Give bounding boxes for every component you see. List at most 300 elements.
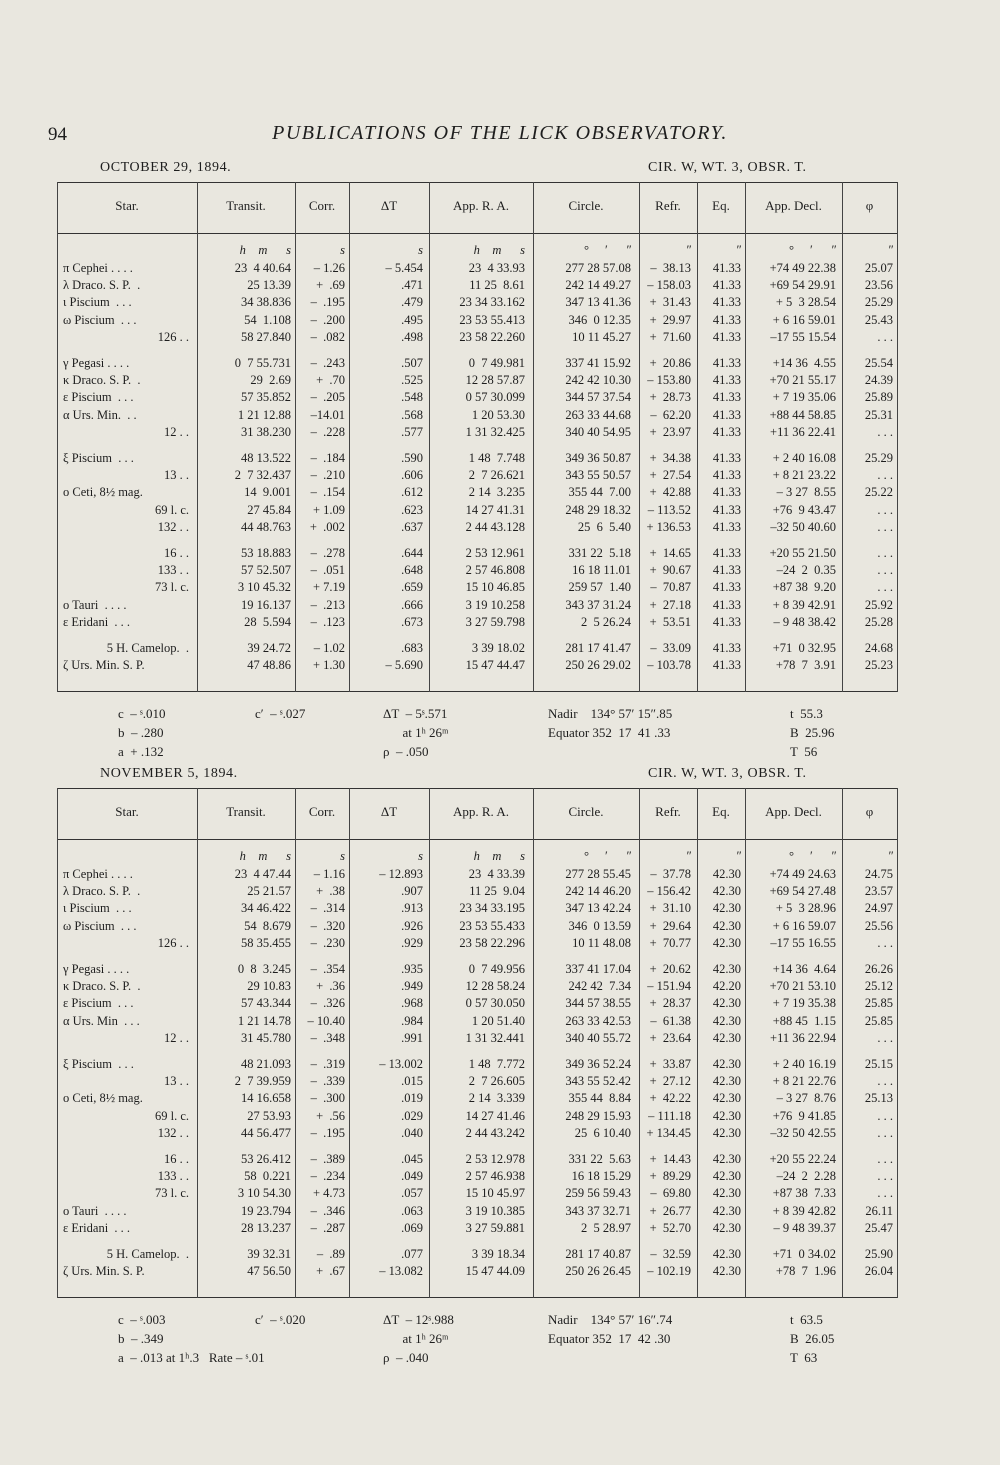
star-name: 16 . . bbox=[164, 1152, 189, 1166]
table-cell: – .154 bbox=[310, 485, 345, 500]
table-cell: .984 bbox=[401, 1013, 423, 1028]
table-cell: 343 37 31.24 bbox=[565, 597, 631, 612]
star-name: 13 . . bbox=[164, 468, 189, 483]
table-cell: – 103.78 bbox=[647, 658, 691, 673]
table-cell: 25.43 bbox=[864, 312, 893, 327]
unit-label: s bbox=[340, 849, 345, 863]
table-cell: 24.68 bbox=[864, 641, 893, 655]
star-name: ι Piscium . . . bbox=[63, 901, 132, 916]
table-cell: 24.75 bbox=[864, 867, 893, 881]
column-header: App. R. A. bbox=[453, 198, 509, 213]
table-cell: – .184 bbox=[310, 451, 345, 465]
table-cell: .935 bbox=[401, 962, 423, 976]
table-cell: +87 38 7.33 bbox=[772, 1186, 836, 1201]
table-cell: + .36 bbox=[316, 979, 345, 994]
table-cell: 10 11 48.08 bbox=[572, 935, 631, 950]
table-cell: 58 0.221 bbox=[244, 1169, 291, 1184]
table-cell: .991 bbox=[401, 1030, 423, 1045]
table-cell: 57 52.507 bbox=[241, 563, 291, 578]
table-cell: 23 58 22.260 bbox=[459, 329, 525, 344]
table-cell: 0 7 49.981 bbox=[468, 356, 525, 370]
star-name: 73 l. c. bbox=[154, 1186, 189, 1201]
table-cell: 346 0 12.35 bbox=[568, 312, 631, 327]
table-cell: – 1.02 bbox=[313, 641, 345, 655]
table-cell: 57 43.344 bbox=[241, 996, 291, 1011]
table-cell: 26.11 bbox=[865, 1203, 893, 1218]
table-cell: + 27.18 bbox=[649, 597, 691, 612]
table-cell: +88 44 58.85 bbox=[769, 407, 836, 422]
table-cell: 0 7 49.956 bbox=[468, 962, 525, 976]
table-cell: .683 bbox=[401, 641, 423, 655]
star-name: ε Piscium . . . bbox=[63, 996, 134, 1011]
table-cell: + 2 40 16.19 bbox=[772, 1057, 836, 1071]
table-cell: 25.12 bbox=[864, 979, 893, 994]
table-cell: 263 33 44.68 bbox=[565, 407, 631, 422]
star-name: o Tauri . . . . bbox=[63, 1203, 127, 1218]
column-header: Transit. bbox=[226, 198, 266, 213]
column-header: Circle. bbox=[568, 198, 604, 213]
star-name: 132 . . bbox=[157, 519, 189, 534]
table-cell: 25.29 bbox=[864, 295, 893, 310]
star-name: κ Draco. S. P. . bbox=[63, 373, 141, 388]
table-cell: . . . bbox=[877, 935, 893, 950]
star-name: o Ceti, 8½ mag. bbox=[63, 485, 143, 500]
column-header: Star. bbox=[115, 198, 139, 213]
table-cell: 25.47 bbox=[864, 1220, 893, 1235]
table-cell: 242 42 10.30 bbox=[565, 373, 631, 388]
column-header: Refr. bbox=[655, 198, 681, 213]
column-header: Eq. bbox=[712, 198, 730, 213]
unit-label: s bbox=[418, 849, 423, 863]
table-cell: + 6 16 59.07 bbox=[772, 918, 836, 933]
table-cell: 1 21 14.78 bbox=[237, 1013, 291, 1028]
table-cell: – .339 bbox=[310, 1074, 345, 1089]
table-cell: 42.30 bbox=[712, 1186, 741, 1201]
star-name: 69 l. c. bbox=[154, 502, 189, 517]
table-cell: +20 55 21.50 bbox=[769, 546, 836, 560]
table-cell: + 26.77 bbox=[649, 1203, 691, 1218]
star-name: o Tauri . . . . bbox=[63, 597, 127, 612]
star-name: ω Piscium . . . bbox=[63, 312, 137, 327]
table-cell: .063 bbox=[401, 1203, 423, 1218]
star-name: κ Draco. S. P. . bbox=[63, 979, 141, 994]
table-cell: 42.30 bbox=[712, 1125, 741, 1140]
table-cell: –17 55 15.54 bbox=[770, 329, 836, 344]
table-cell: –24 2 2.28 bbox=[776, 1169, 836, 1184]
table-cell: 23 58 22.296 bbox=[459, 935, 525, 950]
table-cell: 44 56.477 bbox=[241, 1125, 291, 1140]
star-name: 12 . . bbox=[164, 424, 189, 439]
table-cell: +76 9 43.47 bbox=[772, 502, 836, 517]
table-cell: 23.56 bbox=[864, 278, 893, 293]
star-name: α Urs. Min. . . bbox=[63, 407, 137, 422]
table-cell: – 70.87 bbox=[650, 580, 691, 595]
table-cell: +14 36 4.64 bbox=[772, 962, 836, 976]
table-cell: – 1.16 bbox=[313, 867, 345, 881]
unit-label: ″ bbox=[685, 849, 691, 863]
table-cell: 277 28 55.45 bbox=[565, 867, 631, 881]
table-cell: 39 24.72 bbox=[247, 641, 291, 655]
table-cell: + 7.19 bbox=[312, 580, 345, 595]
column-header: Corr. bbox=[308, 198, 336, 213]
table-cell: 248 29 18.32 bbox=[565, 502, 631, 517]
table-cell: – 33.09 bbox=[650, 641, 691, 655]
table-cell: 42.30 bbox=[712, 1247, 741, 1261]
table-cell: + .002 bbox=[309, 519, 345, 534]
table-cell: 23 4 33.39 bbox=[468, 867, 525, 881]
table-cell: 25.56 bbox=[864, 918, 893, 933]
table-cell: – .123 bbox=[310, 614, 345, 629]
table-cell: 42.20 bbox=[712, 979, 741, 994]
table-cell: .623 bbox=[401, 502, 423, 517]
table-cell: .077 bbox=[401, 1247, 423, 1261]
table-cell: 242 14 49.27 bbox=[565, 278, 631, 293]
table-cell: 34 38.836 bbox=[241, 295, 291, 310]
star-name: 126 . . bbox=[157, 935, 189, 950]
table-cell: 41.33 bbox=[712, 614, 741, 629]
table-cell: 28 5.594 bbox=[244, 614, 291, 629]
star-name: π Cephei . . . . bbox=[63, 867, 133, 881]
table-cell: + 42.88 bbox=[649, 485, 691, 500]
table-cell: 349 36 52.24 bbox=[565, 1057, 631, 1071]
table-cell: 2 7 32.437 bbox=[234, 468, 291, 483]
star-name: ξ Piscium . . . bbox=[63, 451, 134, 465]
unit-label: ″ bbox=[735, 849, 741, 863]
table-cell: + 8 39 42.82 bbox=[772, 1203, 836, 1218]
table-cell: 19 16.137 bbox=[241, 597, 291, 612]
star-name: ε Eridani . . . bbox=[63, 614, 131, 629]
star-name: π Cephei . . . . bbox=[63, 261, 133, 275]
reduction-constants: t 63.5 B 26.05 T 63 bbox=[790, 1312, 835, 1366]
table-cell: 347 13 41.36 bbox=[565, 295, 631, 310]
table-cell: .637 bbox=[401, 519, 423, 534]
table-cell: 11 25 9.04 bbox=[469, 884, 525, 899]
table-cell: – .228 bbox=[310, 424, 345, 439]
column-header: Transit. bbox=[226, 804, 266, 819]
table-cell: 42.30 bbox=[712, 901, 741, 916]
table-cell: 0 57 30.050 bbox=[465, 996, 525, 1011]
table-cell: 41.33 bbox=[712, 485, 741, 500]
table-cell: 25.29 bbox=[864, 451, 893, 465]
table-cell: 347 13 42.24 bbox=[565, 901, 631, 916]
reduction-constants: Nadir 134° 57′ 15″.85 Equator 352 17 41 .33 bbox=[548, 706, 673, 741]
unit-label: ″ bbox=[685, 243, 691, 257]
table-cell: 41.33 bbox=[712, 356, 741, 370]
table-cell: – 156.42 bbox=[647, 884, 691, 899]
table-cell: +74 49 24.63 bbox=[769, 867, 836, 881]
star-name: 126 . . bbox=[157, 329, 189, 344]
running-title: PUBLICATIONS OF THE LICK OBSERVATORY. bbox=[272, 122, 728, 144]
table-cell: – 1.26 bbox=[313, 261, 345, 275]
table-cell: – .300 bbox=[310, 1091, 345, 1106]
table-cell: 0 7 55.731 bbox=[234, 356, 291, 370]
table-cell: .029 bbox=[401, 1108, 423, 1123]
table-cell: 1 20 53.30 bbox=[471, 407, 525, 422]
table-cell: 2 53 12.961 bbox=[465, 546, 525, 560]
table-cell: – .234 bbox=[310, 1169, 345, 1184]
table-cell: 25.90 bbox=[864, 1247, 893, 1261]
table-cell: 41.33 bbox=[712, 278, 741, 293]
table-cell: . . . bbox=[877, 468, 893, 483]
table-cell: – 13.002 bbox=[379, 1057, 423, 1071]
table-cell: .498 bbox=[401, 329, 423, 344]
table-cell: 48 13.522 bbox=[241, 451, 291, 465]
table-cell: 1 20 51.40 bbox=[471, 1013, 525, 1028]
table-cell: 349 36 50.87 bbox=[565, 451, 631, 465]
column-header: Circle. bbox=[568, 804, 604, 819]
star-name: 133 . . bbox=[157, 563, 189, 578]
table-cell: – 102.19 bbox=[647, 1264, 691, 1279]
column-header: φ bbox=[865, 804, 874, 819]
table-cell: 2 57 46.808 bbox=[465, 563, 525, 578]
table-cell: 42.30 bbox=[712, 1220, 741, 1235]
table-cell: .049 bbox=[401, 1169, 423, 1184]
table-cell: – 61.38 bbox=[650, 1013, 691, 1028]
table-cell: 16 18 11.01 bbox=[572, 563, 631, 578]
unit-label: ° ′ ″ bbox=[788, 849, 836, 863]
table-cell: .015 bbox=[401, 1074, 423, 1089]
table-cell: .612 bbox=[401, 485, 423, 500]
table-cell: + 20.86 bbox=[649, 356, 691, 370]
table-cell: 42.30 bbox=[712, 1203, 741, 1218]
table-cell: 25 6 10.40 bbox=[574, 1125, 631, 1140]
table-cell: – .051 bbox=[310, 563, 345, 578]
table-cell: 23 53 55.413 bbox=[459, 312, 525, 327]
unit-label: h m s bbox=[473, 243, 525, 257]
table-cell: – 12.893 bbox=[379, 867, 423, 881]
table-cell: + .67 bbox=[316, 1264, 345, 1279]
table-cell: 25 21.57 bbox=[247, 884, 291, 899]
table-cell: – .319 bbox=[310, 1057, 345, 1071]
table-cell: 23 4 33.93 bbox=[468, 261, 525, 275]
table-cell: .019 bbox=[401, 1091, 423, 1106]
table-cell: +69 54 29.91 bbox=[769, 278, 836, 293]
table-cell: 12 28 57.87 bbox=[465, 373, 525, 388]
table-cell: 14 27 41.31 bbox=[465, 502, 525, 517]
star-name: 69 l. c. bbox=[154, 1108, 189, 1123]
table-cell: 41.33 bbox=[712, 468, 741, 483]
table-cell: .907 bbox=[401, 884, 423, 899]
table-cell: 34 46.422 bbox=[241, 901, 291, 916]
table-cell: – .389 bbox=[310, 1152, 345, 1166]
table-cell: + 4.73 bbox=[312, 1186, 345, 1201]
table-cell: – .213 bbox=[310, 597, 345, 612]
table-cell: 47 56.50 bbox=[247, 1264, 291, 1279]
reduction-constants: c′ – ˢ.020 bbox=[255, 1312, 306, 1328]
table-cell: 340 40 54.95 bbox=[565, 424, 631, 439]
table-cell: 2 5 26.24 bbox=[581, 614, 631, 629]
table-cell: 48 21.093 bbox=[241, 1057, 291, 1071]
table-cell: 25.15 bbox=[864, 1057, 893, 1071]
star-name: ω Piscium . . . bbox=[63, 918, 137, 933]
star-name: 73 l. c. bbox=[154, 580, 189, 595]
table-cell: 1 21 12.88 bbox=[237, 407, 291, 422]
star-name: 5 H. Camelop. . bbox=[106, 641, 189, 655]
table-cell: 281 17 41.47 bbox=[565, 641, 631, 655]
table-cell: .507 bbox=[401, 356, 423, 370]
unit-label: ″ bbox=[887, 849, 893, 863]
table-cell: 41.33 bbox=[712, 451, 741, 465]
table-cell: 39 32.31 bbox=[247, 1247, 291, 1261]
table-cell: – 9 48 38.42 bbox=[773, 614, 836, 629]
table-cell: +11 36 22.41 bbox=[770, 424, 836, 439]
star-name: 133 . . bbox=[157, 1169, 189, 1184]
star-name: 16 . . bbox=[164, 546, 189, 560]
table-cell: + 42.22 bbox=[649, 1091, 691, 1106]
table-cell: – 113.52 bbox=[647, 502, 691, 517]
table-cell: + 23.97 bbox=[649, 424, 691, 439]
table-cell: + 14.43 bbox=[649, 1152, 691, 1166]
page-number: 94 bbox=[48, 124, 67, 145]
table-cell: 277 28 57.08 bbox=[565, 261, 631, 275]
table-cell: . . . bbox=[877, 1186, 893, 1201]
table-cell: 25.89 bbox=[864, 390, 893, 405]
table-cell: 331 22 5.18 bbox=[568, 546, 631, 560]
table-cell: + 34.38 bbox=[649, 451, 691, 465]
table-cell: 337 41 17.04 bbox=[565, 962, 631, 976]
star-name: ε Eridani . . . bbox=[63, 1220, 131, 1235]
table-cell: 355 44 8.84 bbox=[568, 1091, 631, 1106]
table-cell: 42.30 bbox=[712, 918, 741, 933]
table-cell: 41.33 bbox=[712, 641, 741, 655]
column-header: Star. bbox=[115, 804, 139, 819]
table-cell: 44 48.763 bbox=[241, 519, 291, 534]
column-header: ΔT bbox=[380, 198, 398, 213]
table-cell: 281 17 40.87 bbox=[565, 1247, 631, 1261]
reduction-constants: t 55.3 B 25.96 T 56 bbox=[790, 706, 835, 760]
table-cell: 25.28 bbox=[864, 614, 893, 629]
star-name: λ Draco. S. P. . bbox=[63, 278, 141, 293]
table-cell: 25 6 5.40 bbox=[577, 519, 631, 534]
table-cell: . . . bbox=[877, 580, 893, 595]
table-cell: 344 57 37.54 bbox=[565, 390, 631, 405]
table-cell: 248 29 15.93 bbox=[565, 1108, 631, 1123]
table-cell: .913 bbox=[401, 901, 423, 916]
table-cell: 10 11 45.27 bbox=[572, 329, 631, 344]
table-cell: 23 34 33.162 bbox=[459, 295, 525, 310]
table-cell: 41.33 bbox=[712, 424, 741, 439]
table-cell: 41.33 bbox=[712, 390, 741, 405]
table-cell: 58 27.840 bbox=[241, 329, 291, 344]
table-cell: 42.30 bbox=[712, 884, 741, 899]
table-cell: + 8 21 23.22 bbox=[772, 468, 836, 483]
table-cell: 1 31 32.441 bbox=[465, 1030, 525, 1045]
table-cell: + 31.43 bbox=[649, 295, 691, 310]
table-cell: – 69.80 bbox=[650, 1186, 691, 1201]
table-cell: 3 39 18.34 bbox=[471, 1247, 525, 1261]
table-cell: 343 55 50.57 bbox=[565, 468, 631, 483]
table-cell: 23 4 40.64 bbox=[234, 261, 291, 275]
table-cell: . . . bbox=[877, 329, 893, 344]
table-cell: + 27.54 bbox=[649, 468, 691, 483]
table-cell: 41.33 bbox=[712, 597, 741, 612]
table-cell: 41.33 bbox=[712, 407, 741, 422]
star-name: ζ Urs. Min. S. P. bbox=[63, 658, 145, 673]
table-cell: – 3 27 8.55 bbox=[776, 485, 836, 500]
table-cell: 42.30 bbox=[712, 1074, 741, 1089]
table-cell: .045 bbox=[401, 1152, 423, 1166]
star-name: 13 . . bbox=[164, 1074, 189, 1089]
table-cell: 343 37 32.71 bbox=[565, 1203, 631, 1218]
table-cell: – .195 bbox=[310, 295, 345, 310]
table-cell: 15 47 44.09 bbox=[465, 1264, 525, 1279]
table-cell: 16 18 15.29 bbox=[571, 1169, 631, 1184]
table-cell: 41.33 bbox=[712, 329, 741, 344]
table-cell: + 2 40 16.08 bbox=[772, 451, 836, 465]
table-cell: – .082 bbox=[310, 329, 345, 344]
table-cell: 25.92 bbox=[864, 597, 893, 612]
table-cell: 259 57 1.40 bbox=[568, 580, 631, 595]
table-cell: + 29.97 bbox=[649, 312, 691, 327]
table-cell: 19 23.794 bbox=[241, 1203, 291, 1218]
table-cell: .057 bbox=[401, 1186, 423, 1201]
table-cell: + 5 3 28.96 bbox=[775, 901, 836, 916]
table-cell: 23 4 47.44 bbox=[234, 867, 291, 881]
table-cell: 1 31 32.425 bbox=[465, 424, 525, 439]
unit-label: ″ bbox=[887, 243, 893, 257]
table-cell: . . . bbox=[877, 1152, 893, 1166]
table-cell: 31 45.780 bbox=[241, 1030, 291, 1045]
table-cell: +76 9 41.85 bbox=[772, 1108, 836, 1123]
table-cell: +14 36 4.55 bbox=[772, 356, 836, 370]
table-cell: . . . bbox=[877, 1108, 893, 1123]
table-cell: 42.30 bbox=[712, 935, 741, 950]
table-cell: 42.30 bbox=[712, 1169, 741, 1184]
table-cell: + 52.70 bbox=[649, 1220, 691, 1235]
table-cell: – 13.082 bbox=[379, 1264, 423, 1279]
table-cell: 3 39 18.02 bbox=[471, 641, 525, 655]
table-cell: .577 bbox=[401, 424, 423, 439]
table-cell: 2 7 26.605 bbox=[468, 1074, 525, 1089]
star-name: o Ceti, 8½ mag. bbox=[63, 1091, 143, 1106]
unit-label: ° ′ ″ bbox=[788, 243, 836, 257]
table-cell: + .70 bbox=[316, 373, 345, 388]
unit-label: h m s bbox=[239, 243, 291, 257]
table-cell: 2 14 3.235 bbox=[468, 485, 525, 500]
table-cell: +20 55 22.24 bbox=[769, 1152, 836, 1166]
table-cell: 42.30 bbox=[712, 962, 741, 976]
table-cell: 1 48 7.748 bbox=[468, 451, 525, 465]
table-bottom-rule bbox=[57, 691, 897, 692]
table-cell: + 70.77 bbox=[649, 935, 691, 950]
reduction-constants: c – ˢ.010 b – .280 a + .132 bbox=[118, 706, 166, 760]
table-cell: + .38 bbox=[316, 884, 345, 899]
table-cell: 23 53 55.433 bbox=[459, 918, 525, 933]
column-header: ΔT bbox=[380, 804, 398, 819]
table-cell: 340 40 55.72 bbox=[565, 1030, 631, 1045]
table-cell: + 29.64 bbox=[649, 918, 691, 933]
table-cell: – .287 bbox=[310, 1220, 345, 1235]
table-cell: 54 1.108 bbox=[244, 312, 291, 327]
table-cell: + 7 19 35.06 bbox=[772, 390, 836, 405]
column-rule bbox=[897, 788, 898, 1298]
table-cell: .666 bbox=[401, 597, 423, 612]
table-cell: 23 34 33.195 bbox=[459, 901, 525, 916]
table-cell: + 53.51 bbox=[649, 614, 691, 629]
table-cell: + 14.65 bbox=[649, 546, 691, 560]
table-cell: – .354 bbox=[310, 962, 345, 976]
star-name: 132 . . bbox=[157, 1125, 189, 1140]
table-cell: +69 54 27.48 bbox=[769, 884, 836, 899]
column-header: Eq. bbox=[712, 804, 730, 819]
table-cell: .525 bbox=[401, 373, 423, 388]
table-cell: 42.30 bbox=[712, 996, 741, 1011]
table-cell: .926 bbox=[401, 918, 423, 933]
table-cell: 25.85 bbox=[864, 996, 893, 1011]
table-cell: + 6 16 59.01 bbox=[772, 312, 836, 327]
table-cell: .606 bbox=[401, 468, 423, 483]
star-name: ζ Urs. Min. S. P. bbox=[63, 1264, 145, 1279]
